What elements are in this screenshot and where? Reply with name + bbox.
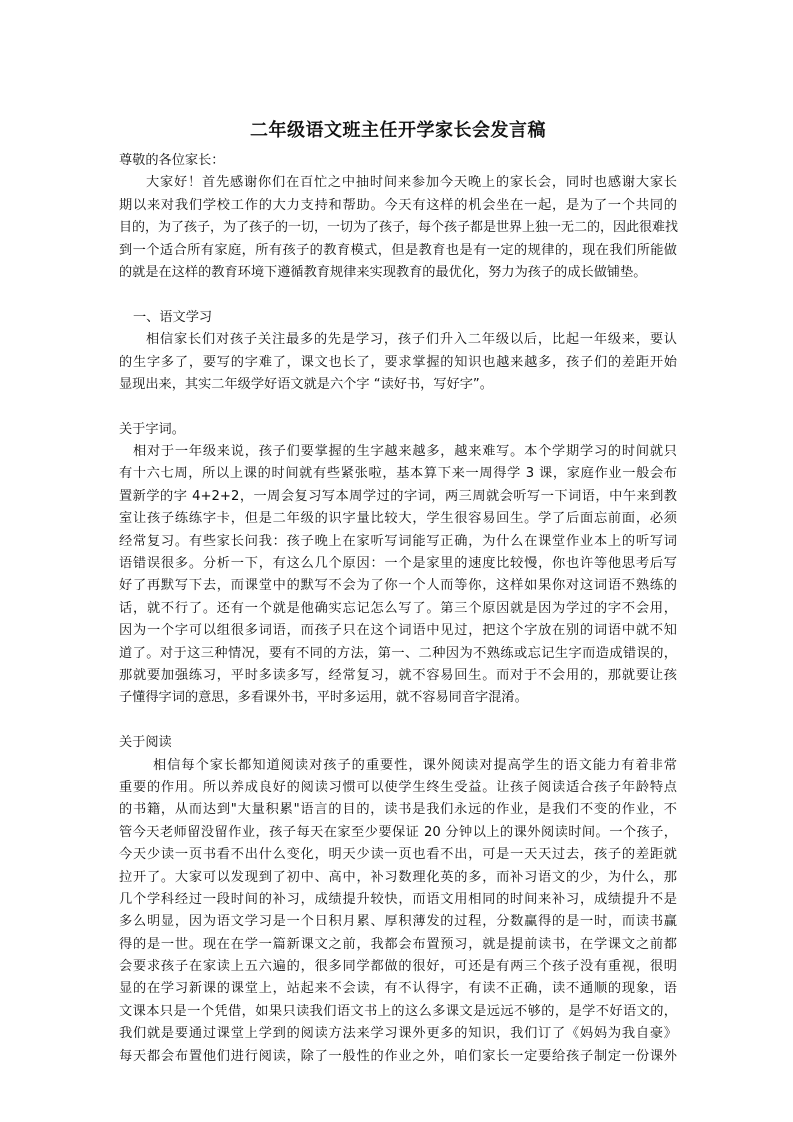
- paragraph-line: 因为一个字可以组很多词语，而孩子只在这个词语中见过，把这个字放在别的词语中就不知: [119, 623, 677, 639]
- paragraph-line: 语错误很多。分析一下，有这么几个原因：一个是家里的速度比较慢，你也许等他思考后写: [119, 556, 677, 572]
- section-heading-chinese-study: 一、语文学习: [133, 309, 213, 325]
- intro-paragraph: [119, 172, 677, 284]
- paragraph-line: 会要求孩子在家读上五六遍的，很多同学都做的很好，可还是有两三个孩子没有重视，很明: [119, 959, 677, 975]
- paragraph-line: 显现出来，其实二年级学好语文就是六个字 “读好书，写好字”。: [119, 376, 493, 392]
- paragraph-line: 多么明显，因为语文学习是一个日积月累、厚积薄发的过程，分数赢得的是一时，而读书赢: [119, 914, 677, 930]
- paragraph-line: 子懂得字词的意思，多看课外书，平时多运用，就不容易同音字混淆。: [119, 690, 528, 706]
- blank-line: [119, 710, 677, 732]
- blank-line: [119, 284, 677, 306]
- paragraph-line: 期以来对我们学校工作的大力支持和帮助。今天有这样的机会坐在一起，是为了一个共同的: [119, 197, 677, 213]
- section-reading-paragraph: [119, 755, 677, 1068]
- paragraph-line: 有十六七周，所以上课的时间就有些紧张啦，基本算下来一周得学 3 课，家庭作业一般会布: [119, 466, 677, 482]
- document-page: [119, 118, 677, 1068]
- paragraph-line: 话，就不行了。还有一个就是他确实忘记怎么写了。第三个原因就是因为学过的字不会用，: [119, 600, 677, 616]
- paragraph-line: 几个学科经过一段时间的补习，成绩提升较快，而语文用相同的时间来补习，成绩提升不是: [119, 891, 677, 907]
- paragraph-line: 我们就是要通过课堂上学到的阅读方法来学习课外更多的知识，我们订了《妈妈为我自豪》: [119, 1026, 677, 1042]
- section-chinese-study-paragraph: [119, 329, 677, 396]
- paragraph-line: 相信每个家长都知道阅读对孩子的重要性，课外阅读对提高学生的语文能力有着非常: [153, 757, 677, 773]
- paragraph-line: 好了再默写下去，而课堂中的默写不会为了你一个人而等你，这样如果你对这词语不熟练的: [119, 578, 677, 594]
- paragraph-line: 大家好！首先感谢你们在百忙之中抽时间来参加今天晚上的家长会，同时也感谢大家长: [146, 175, 677, 191]
- paragraph-line: 拉开了。大家可以发现到了初中、高中，补习数理化英的多，而补习语文的少，为什么，那: [119, 869, 677, 885]
- paragraph-line: 目的，为了孩子，为了孩子的一切，一切为了孩子，每个孩子都是世界上独一无二的，因此很难找: [119, 220, 679, 236]
- paragraph-line: 文课本只是一个凭借，如果只读我们语文书上的这么多课文是远远不够的，是学不好语文的，: [119, 1003, 677, 1019]
- paragraph-line: 相信家长们对孩子关注最多的先是学习，孩子们升入二年级以后，比起一年级来，要认: [146, 332, 677, 348]
- paragraph-line: 管今天老师留没留作业，孩子每天在家至少要保证 20 分钟以上的课外阅读时间。一个孩子，: [119, 824, 677, 840]
- paragraph-line: 相对于一年级来说，孩子们要掌握的生字越来越多，越来难写。本个学期学习的时间就只: [133, 444, 677, 460]
- document-title: 二年级语文班主任开学家长会发言稿: [250, 120, 546, 141]
- paragraph-line: 的就是在这样的教育环境下遵循教育规律来实现教育的最优化，努力为孩子的成长做铺垫。: [119, 264, 647, 280]
- paragraph-line: 的生字多了，要写的字难了，课文也长了，要求掌握的知识也越来越多，孩子们的差距开始: [119, 354, 677, 370]
- paragraph-line: 置新学的字 4+2+2，一周会复习写本周学过的字词，两三周就会听写一下词语，中午来到教: [119, 488, 677, 504]
- salutation: 尊敬的各位家长：: [119, 153, 225, 168]
- section-heading-reading: 关于阅读: [119, 735, 172, 751]
- paragraph-line: 室让孩子练练字卡，但是二年级的识字量比较大，学生很容易回生。学了后面忘前面，必须: [119, 511, 677, 527]
- paragraph-line: 每天都会布置他们进行阅读，除了一般性的作业之外，咱们家长一定要给孩子制定一份课外: [119, 1048, 677, 1064]
- section-heading-words: 关于字词。: [119, 421, 185, 437]
- paragraph-line: 得的是一世。现在在学一篇新课文之前，我都会布置预习，就是提前读书，在学课文之前都: [119, 936, 677, 952]
- paragraph-line: 重要的作用。所以养成良好的阅读习惯可以使学生终生受益。让孩子阅读适合孩子年龄特点: [119, 779, 677, 795]
- paragraph-line: 经常复习。有些家长问我：孩子晚上在家听写词能写正确，为什么在课堂作业本上的听写词: [119, 533, 677, 549]
- paragraph-line: 到一个适合所有家庭，所有孩子的教育模式，但是教育也是有一定的规律的，现在我们所能做: [119, 242, 677, 258]
- blank-line: [119, 396, 677, 418]
- paragraph-line: 那就要加强练习，平时多读多写，经常复习，就不容易回生。而对于不会用的，那就要让孩: [119, 667, 677, 683]
- paragraph-line: 今天少读一页书看不出什么变化，明天少读一页也看不出，可是一天天过去，孩子的差距就: [119, 847, 677, 863]
- paragraph-line: 道了。对于这三种情况，要有不同的方法，第一、二种因为不熟练或忘记生字而造成错误的，: [119, 645, 677, 661]
- paragraph-line: 的书籍，从而达到"大量积累"语言的目的，读书是我们永远的作业，是我们不变的作业，不: [119, 802, 677, 818]
- section-words-paragraph: [119, 441, 677, 710]
- paragraph-line: 显的在学习新课的课堂上，站起来不会读，有不认得字，有读不正确，读不通顺的现象，语: [119, 981, 677, 997]
